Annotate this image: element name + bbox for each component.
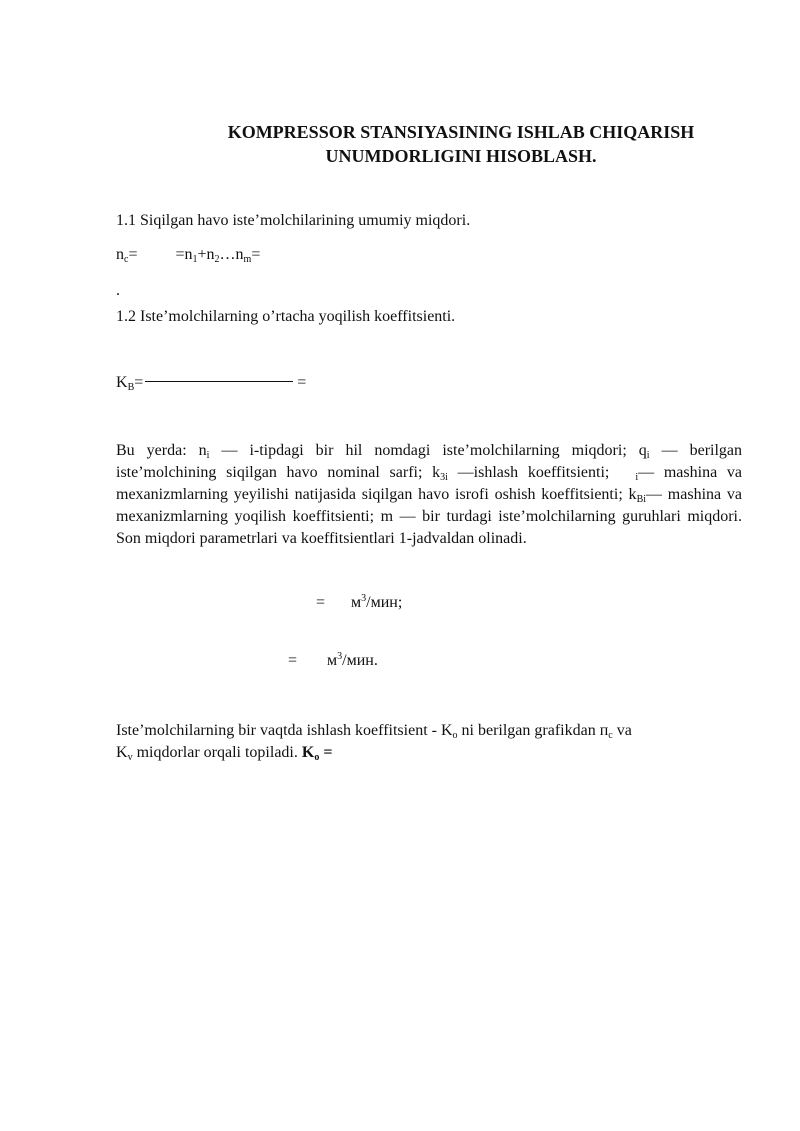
expl-sub-2: i	[646, 450, 650, 461]
fraction-bar	[145, 381, 293, 382]
title-line-1: KOMPRESSOR STANSIYASINING ISHLAB CHIQARISH	[227, 122, 695, 142]
final-sub-1: o	[452, 730, 458, 741]
expl-text-2: — i-tipdagi bir hil nomdagi iste’molchilarning miqdori; q	[209, 442, 647, 459]
formula-k-sub: B	[127, 382, 135, 393]
explanation-paragraph	[116, 440, 742, 550]
formula-k-eq-end: =	[297, 374, 307, 391]
final-paragraph	[116, 720, 742, 764]
formula-switch-coefficient	[116, 372, 306, 394]
expl-text-4: —ishlash koeffitsienti;	[447, 464, 610, 481]
expl-sub-5: Bi	[636, 494, 647, 505]
final-text-5: miqdorlar orqali topiladi.	[132, 744, 302, 761]
section-1-heading: 1.1 Siqilgan havo iste’molchilarining umumiy miqdori.	[116, 212, 471, 229]
result-1-unit-a: м	[351, 594, 362, 611]
result-line-1	[316, 592, 402, 614]
result-2-unit-a: м	[327, 652, 338, 669]
formula-n1-sub: 1	[192, 254, 198, 265]
final-bold-k: K	[301, 744, 315, 761]
final-sub-3: v	[127, 752, 133, 763]
final-bold-k-sub: o	[314, 752, 320, 763]
expl-text-3: — berilgan iste’molchining siqilgan havo nominal sarfi; k	[116, 442, 743, 481]
section-2-heading: 1.2 Iste’molchilarning o’rtacha yoqilish koeffitsienti.	[116, 308, 456, 325]
formula-n-sub: c	[124, 254, 129, 265]
result-2-eq: =	[288, 652, 298, 669]
formula-total-consumers	[116, 244, 260, 266]
result-2-unit-sup: 3	[337, 651, 343, 662]
result-line-2	[288, 650, 378, 672]
formula-k: K	[116, 374, 128, 391]
final-text-2: ni berilgan grafikdan п	[457, 722, 609, 739]
formula-n2-sub: 2	[214, 254, 220, 265]
page-title	[150, 120, 772, 168]
formula-plus: +n	[197, 246, 215, 263]
formula-k-eq: =	[134, 374, 144, 391]
formula-n: n	[116, 246, 124, 263]
expl-sub-1: i	[206, 450, 210, 461]
result-1-unit-sup: 3	[361, 593, 367, 604]
expl-text-6: — mashina va mexanizmlarning yoqilish koeffitsienti; m — bir turdagi iste’molchilarning guruhlari miqdori. Son miqdori parametrlari va koeffitsientlari 1-jadvaldan olinadi.	[116, 486, 743, 547]
final-sub-2: c	[608, 730, 613, 741]
stray-dot: .	[116, 282, 120, 299]
result-2-unit-b: /мин.	[342, 652, 378, 669]
final-text-3: va	[612, 722, 632, 739]
title-line-2: UNUMDORLIGINI HISOBLASH.	[325, 146, 597, 166]
result-1-unit-b: /мин;	[366, 594, 403, 611]
formula-nm-sub: m	[243, 254, 252, 265]
formula-eq-2: =n	[175, 246, 193, 263]
formula-eq-1: =	[128, 246, 138, 263]
formula-dots: …n	[219, 246, 244, 263]
expl-sub-4: i	[635, 472, 639, 483]
final-bold-eq: =	[319, 744, 333, 761]
result-1-eq: =	[316, 594, 326, 611]
expl-text-1: Bu yerda: n	[116, 442, 207, 459]
formula-eq-3: =	[251, 246, 261, 263]
final-text-1: Iste’molchilarning bir vaqtda ishlash koeffitsient - K	[116, 722, 453, 739]
expl-text-5: — mashina va mexanizmlarning yeyilishi natijasida siqilgan havo isrofi oshish koeffitsienti; k	[116, 464, 743, 503]
final-text-4: K	[116, 744, 128, 761]
expl-sub-3: 3i	[440, 472, 448, 483]
